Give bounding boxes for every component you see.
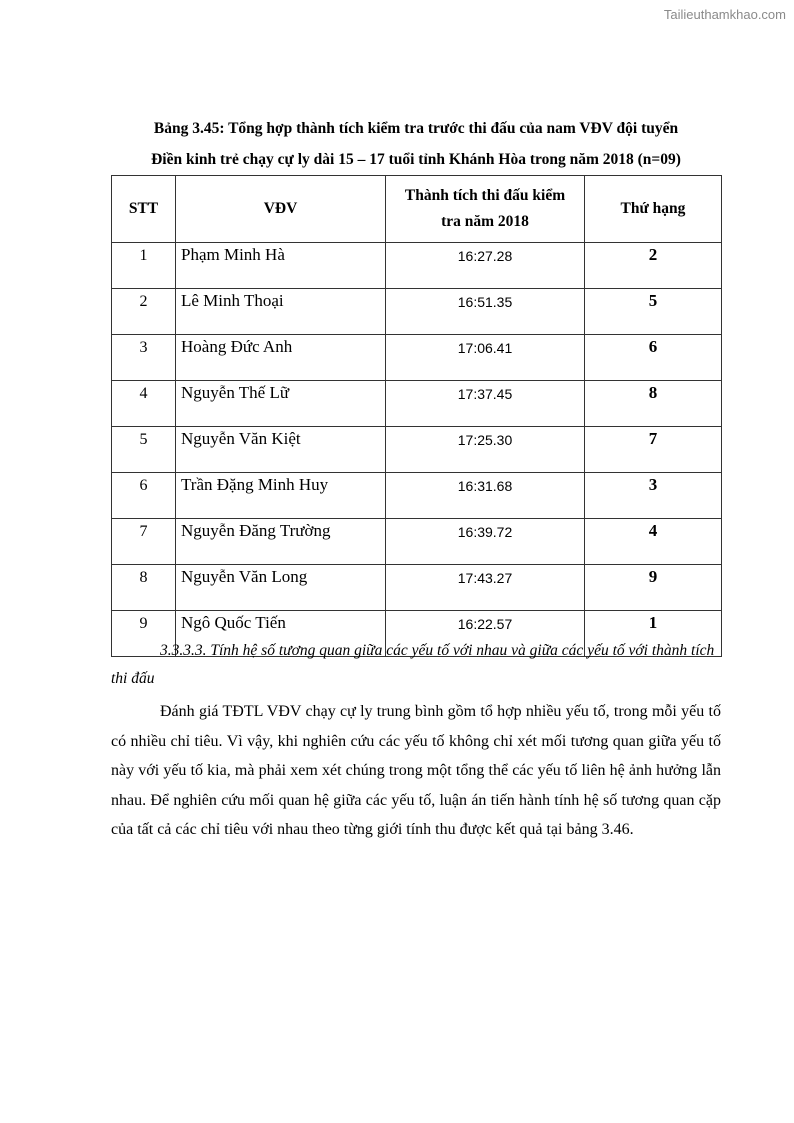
table-row: [112, 243, 722, 289]
cell-stt: 7: [112, 519, 176, 565]
cell-result: 16:22.57: [386, 611, 585, 657]
cell-rank: 9: [585, 565, 722, 611]
header-athlete: VĐV: [176, 176, 386, 243]
cell-rank: 8: [585, 381, 722, 427]
table-row: [112, 289, 722, 335]
section-heading: 3.3.3.3. Tính hệ số tương quan giữa các yếu tố với nhau và giữa các yếu tố với thành tích thi đấu: [111, 642, 715, 687]
cell-athlete: Nguyễn Thế Lữ: [176, 381, 386, 427]
header-result: [386, 176, 585, 243]
cell-rank: 7: [585, 427, 722, 473]
header-result-line-1: Thành tích thi đấu kiểm: [404, 187, 566, 204]
table-header-row: [112, 176, 722, 243]
cell-athlete: Phạm Minh Hà: [176, 243, 386, 289]
cell-athlete: Ngô Quốc Tiến: [176, 611, 386, 657]
body-paragraph: Đánh giá TĐTL VĐV chạy cự ly trung bình gồm tổ hợp nhiều yếu tố, trong mỗi yếu tố có nhiều chỉ tiêu. Vì vậy, khi nghiên cứu các yếu tố không chỉ xét mối tương quan giữa yếu tố này với yếu tố kia, mà phải xem xét chúng trong một tổng thể các yếu tố liên hệ ảnh hưởng lẫn nhau. Để nghiên cứu mối quan hệ giữa các yếu tố, luận án tiến hành tính hệ số tương quan cặp của tất cả các chỉ tiêu với nhau theo từng giới tính thu được kết quả tại bảng 3.46.: [111, 703, 721, 838]
cell-result: 17:25.30: [386, 427, 585, 473]
cell-athlete: Hoàng Đức Anh: [176, 335, 386, 381]
cell-stt: 9: [112, 611, 176, 657]
header-stt: STT: [112, 176, 176, 243]
cell-stt: 8: [112, 565, 176, 611]
caption-line-1: Bảng 3.45: Tổng hợp thành tích kiểm tra trước thi đấu của nam VĐV đội tuyển: [153, 120, 679, 137]
table-row: [112, 381, 722, 427]
cell-result: 17:37.45: [386, 381, 585, 427]
cell-athlete: Nguyễn Đăng Trường: [176, 519, 386, 565]
cell-result: 16:31.68: [386, 473, 585, 519]
cell-rank: 4: [585, 519, 722, 565]
table-row: [112, 519, 722, 565]
table-caption: [111, 113, 721, 175]
table-row: [112, 565, 722, 611]
cell-stt: 3: [112, 335, 176, 381]
cell-rank: 5: [585, 289, 722, 335]
cell-athlete: Nguyễn Văn Kiệt: [176, 427, 386, 473]
header-result-line-2: tra năm 2018: [441, 213, 529, 230]
cell-rank: 3: [585, 473, 722, 519]
cell-result: 16:39.72: [386, 519, 585, 565]
cell-result: 16:51.35: [386, 289, 585, 335]
watermark-text: Tailieuthamkhao.com: [663, 7, 786, 22]
caption-line-2: Điền kinh trẻ chạy cự ly dài 15 – 17 tuổi tỉnh Khánh Hòa trong năm 2018 (n=09): [151, 151, 681, 168]
cell-stt: 5: [112, 427, 176, 473]
table-row: [112, 335, 722, 381]
table-row: [112, 427, 722, 473]
header-rank: Thứ hạng: [585, 176, 722, 243]
cell-rank: 2: [585, 243, 722, 289]
cell-athlete: Lê Minh Thoại: [176, 289, 386, 335]
cell-athlete: Nguyễn Văn Long: [176, 565, 386, 611]
table-row: [112, 473, 722, 519]
results-table: [111, 175, 722, 657]
cell-stt: 4: [112, 381, 176, 427]
cell-result: 16:27.28: [386, 243, 585, 289]
cell-stt: 6: [112, 473, 176, 519]
cell-rank: 6: [585, 335, 722, 381]
cell-rank: 1: [585, 611, 722, 657]
cell-athlete: Trần Đặng Minh Huy: [176, 473, 386, 519]
cell-result: 17:43.27: [386, 565, 585, 611]
cell-stt: 1: [112, 243, 176, 289]
cell-result: 17:06.41: [386, 335, 585, 381]
cell-stt: 2: [112, 289, 176, 335]
